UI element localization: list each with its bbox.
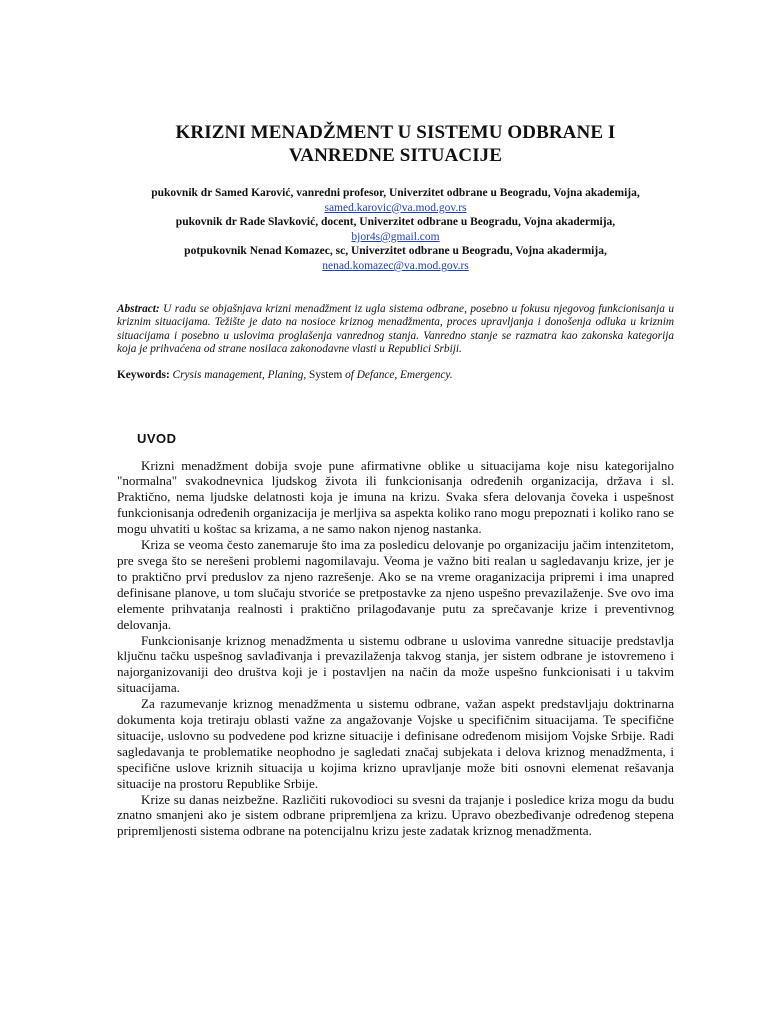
paragraph-5: Krize su danas neizbežne. Različiti rukovodioci su svesni da trajanje i posledice kriza mogu da budu znatno smanjeni ako je sistem odbrane pripremljena za krizu. Upravo obezbeđivanje određenog stepena pripremljenosti sistema odbrane na potencijalnu krizu jeste zadatak kriznog menadžmenta. xyxy=(117,791,674,839)
author-1-affiliation: pukovnik dr Samed Karović, vanredni profesor, Univerzitet odbrane u Beogradu, Vojna akademija, xyxy=(151,187,640,199)
paragraph-1: Krizni menadžment dobija svoje pune afirmativne oblike u situacijama koje nisu kategorijalno "normalna" svakodnevnica ljudskog života ili funkcionisanja određenih organizacija, država i sl. Praktično, nema ljudske delatnosti koja je imuna na krizu. Svaka sfera delovanja čoveka i uspešnost funkcionisanja određenih organizacija je merljiva sa aspekta koliko rano mogu prepoznati i koliko rano se mogu uhvatiti u koštac sa krizama, a ne samo nakon njenog nastanka. xyxy=(117,457,674,537)
keywords-text-2: System xyxy=(309,368,346,381)
body-text xyxy=(117,458,674,840)
author-3-email-link[interactable]: nenad.komazec@va.mod.gov.rs xyxy=(322,259,469,272)
paper-title-line2: VANREDNE SITUACIJE xyxy=(288,145,503,166)
author-3-affiliation: potpukovnik Nenad Komazec, sc, Univerzitet odbrane u Beogradu, Vojna akadermija, xyxy=(184,245,607,258)
abstract-label: Abstract: xyxy=(117,302,160,315)
keywords xyxy=(117,369,674,383)
author-2-email-link[interactable]: bjor4s@gmail.com xyxy=(351,230,440,243)
paper-title-line1: KRIZNI MENADŽMENT U SISTEMU ODBRANE I xyxy=(175,122,616,143)
paragraph-4: Za razumevanje kriznog menadžmenta u sistemu odbrane, važan aspekt predstavljaju doktrinarna dokumenta koja tretiraju oblasti važne za angažovanje Vojske u specifičnim situacijama. Te specifične situacije, uslovno su podvedene pod krizne situacije i definisane određenom misijom Vojske Srbije. Radi sagledavanja te problematike neophodno je sagledati značaj subjekata i delova kriznog menadžmenta, i specifične uslove kriznih situacija u kojima krizno upravljanje može biti osnovni elemenat rešavanja situacije na prostoru Republike Srbije. xyxy=(117,696,674,791)
keywords-text-3: of Defance, Emergency. xyxy=(345,368,453,381)
author-1-email-link[interactable]: samed.karovic@va.mod.gov.rs xyxy=(324,201,467,214)
section-heading: UVOD xyxy=(137,430,177,446)
keywords-text-1: Crysis management, Planing, xyxy=(169,368,310,381)
paper-title xyxy=(117,121,674,167)
paragraph-2: Kriza se veoma često zanemaruje što ima za posledicu delovanje po organizaciju jačim intenzitetom, pre svega što se nerešeni problemi nagomilavaju. Veoma je važno biti realan u sagledavanju krize, jer je to praktično prvi preduslov za njeno razrešenje. Ako se na vreme oraganizacija pripremi i ima unapred definisane planove, u tom slučaju stvoriće se pretpostavke za njeno uspešno prevazilaženje. Sve ovo ima elemente prihvatanja realnosti i praktično prilagođavanje putu za sprečavanje krize i preventivnog delovanja. xyxy=(117,537,674,632)
abstract-text: U radu se objašnjava krizni menadžment iz ugla sistema odbrane, posebno u fokusu njegovog funkcionisanja u kriznim situacijama. Težište je dato na nosioce kriznog menadžmenta, proces upravljanja i donošenja odluka u kriznim situacijama i posebno u uslovima proglašenja vanrednog stanja. Vanredno stanje se razmatra kao zakonska kategorija koja je prihvaćena od strane nosilaca zakonodavne vlasti u Republici Srbiji. xyxy=(117,302,674,356)
abstract xyxy=(117,303,674,357)
paragraph-3: Funkcionisanje kriznog menadžmenta u sistemu odbrane u uslovima vanredne situacije predstavlja ključnu tačku uspešnog savlađivanja i prevazilaženja takvog stanja, jer sistem odbrane je istovremeno i najorganizovaniji deo društva koji je i postavljen na način da može uspešno funkcionisati i u takvim situacijama. xyxy=(117,632,674,696)
author-block xyxy=(117,186,674,274)
keywords-label: Keywords: xyxy=(117,368,170,381)
author-2-affiliation: pukovnik dr Rade Slavković, docent, Univerzitet odbrane u Beogradu, Vojna akadermija, xyxy=(175,216,616,229)
